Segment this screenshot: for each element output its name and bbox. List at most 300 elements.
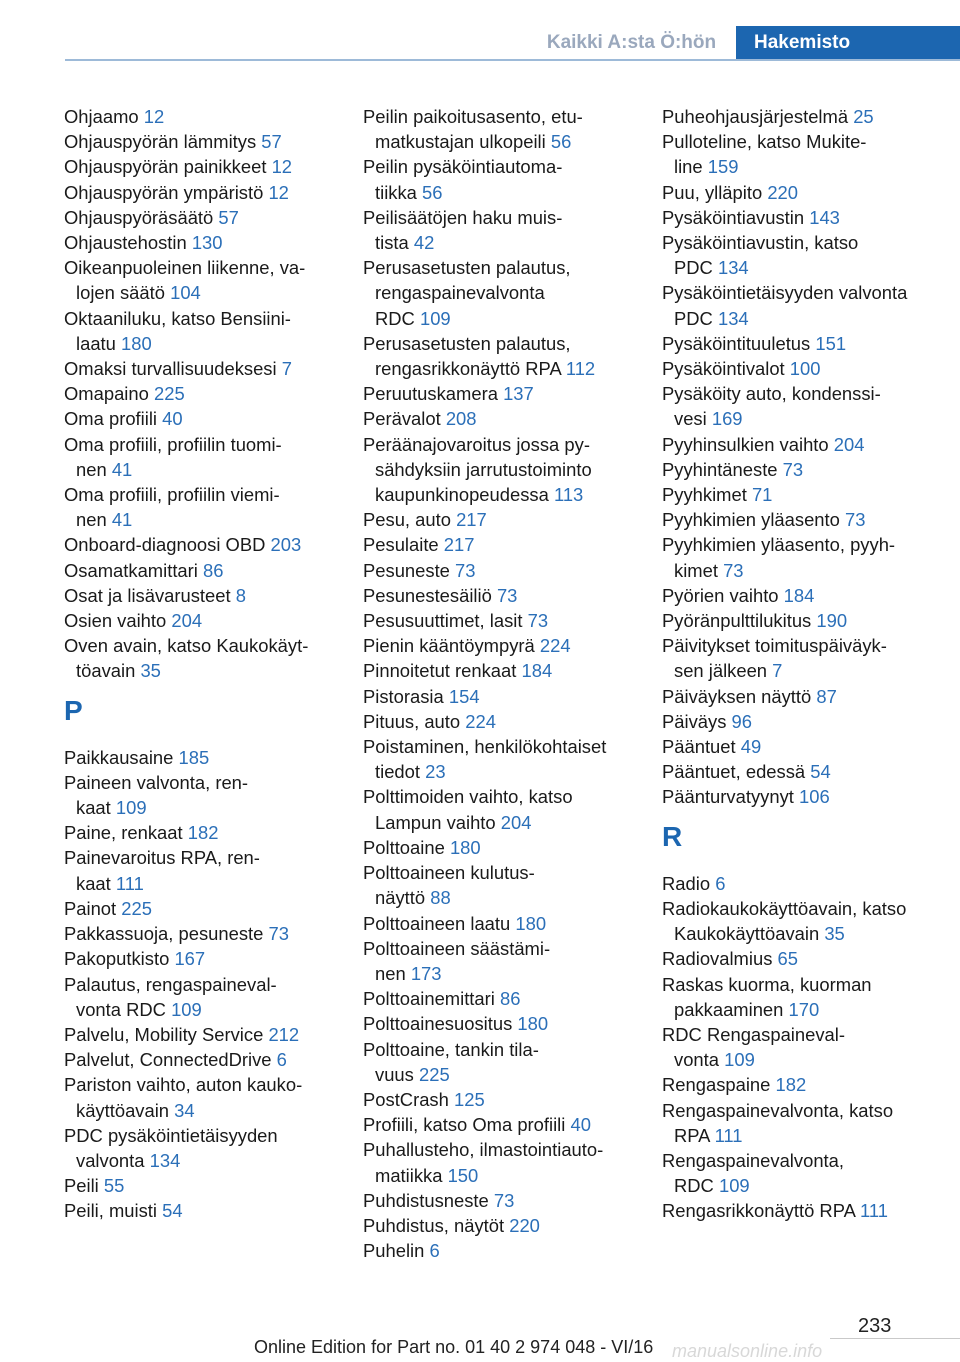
index-entry — [662, 972, 957, 1022]
index-entry-text: Oikeanpuoleinen liikenne, va‐ — [64, 257, 306, 279]
index-page-link[interactable]: 73 — [455, 559, 476, 581]
index-entry-text: Polttoaine, tankin tila‐ — [363, 1038, 539, 1060]
index-page-link[interactable]: 65 — [777, 948, 798, 970]
index-entry-text: Paikkausaine — [64, 746, 174, 768]
index-entry-text: Pesusuuttimet, lasit — [363, 610, 523, 632]
index-entry-text: Päivitykset toimituspäiväyk‐ — [662, 635, 887, 657]
index-page-link[interactable]: 12 — [143, 106, 165, 127]
index-entry-text: nen — [76, 509, 107, 531]
index-page-link[interactable]: 35 — [824, 923, 845, 945]
index-page-link[interactable]: 180 — [121, 332, 152, 354]
index-entry — [64, 1047, 356, 1072]
index-page-link[interactable]: 25 — [853, 106, 874, 127]
index-entry-text: Omaksi turvallisuudeksesi — [64, 358, 277, 380]
index-entry-text: Päiväyksen näyttö — [662, 685, 812, 707]
index-entry-text: Polttoaineen laatu — [363, 912, 511, 934]
index-entry-text: Omapaino — [64, 383, 149, 405]
index-entry-text: Lampun vaihto — [375, 811, 496, 833]
index-entry-text: Puhdistus, näytöt — [363, 1214, 505, 1236]
index-entry-text: Rengaspainevalvonta, katso — [662, 1099, 894, 1121]
index-entry — [64, 230, 356, 255]
index-page-link[interactable]: 180 — [449, 836, 481, 858]
index-entry-text: Pyyhkimet — [662, 484, 747, 506]
index-entry — [64, 946, 356, 971]
index-page-link[interactable]: 57 — [218, 206, 239, 228]
index-page-link[interactable]: 224 — [465, 710, 496, 732]
index-entry — [363, 860, 658, 910]
index-entry — [363, 205, 658, 255]
index-entry-text: Pysäköity auto, kondenssi‐ — [662, 383, 881, 405]
index-entry — [64, 1072, 356, 1122]
index-entry-text: vonta — [674, 1049, 719, 1071]
index-page-link[interactable]: 224 — [539, 635, 571, 657]
index-page-link[interactable]: 167 — [174, 948, 206, 970]
index-entry-text: lojen säätö — [76, 282, 165, 304]
index-entry — [64, 482, 356, 532]
index-entry-text: RDC — [375, 307, 415, 329]
index-entry-text: RPA — [674, 1124, 710, 1146]
index-entry-text: Pakoputkisto — [64, 948, 170, 970]
index-entry-text: Peilin paikoitusasento, etu‐ — [363, 106, 583, 127]
index-entry-text: Pyörien vaihto — [662, 584, 779, 606]
index-page-link[interactable]: 54 — [162, 1200, 183, 1222]
index-entry — [64, 180, 356, 205]
index-page-link[interactable]: 109 — [115, 797, 147, 819]
index-entry — [363, 608, 658, 633]
index-entry-text: Ohjaustehostin — [64, 232, 187, 254]
index-entry-text: sähdyksiin jarrutustoiminto — [375, 458, 592, 480]
index-page-link[interactable]: 159 — [707, 156, 739, 178]
index-page-link[interactable]: 6 — [715, 872, 726, 894]
index-entry — [363, 1011, 658, 1036]
index-entry — [64, 583, 356, 608]
index-page-link[interactable]: 151 — [815, 332, 847, 354]
index-entry-text: Profiili, katso Oma profiili — [363, 1114, 566, 1136]
index-page-link[interactable]: 134 — [149, 1149, 181, 1171]
index-page-link[interactable]: 7 — [281, 358, 292, 380]
index-page-link[interactable]: 169 — [711, 408, 743, 430]
index-entry — [363, 432, 658, 508]
index-entry-text: Osien vaihto — [64, 610, 167, 632]
index-entry-text: Pyyhkimien yläasento — [662, 509, 840, 531]
index-page-link[interactable]: 112 — [565, 358, 596, 380]
index-page-link[interactable]: 73 — [268, 923, 289, 945]
index-entry-text: line — [674, 156, 703, 178]
index-entry-text: Pyyhintäneste — [662, 458, 778, 480]
index-page-link[interactable]: 41 — [111, 509, 133, 531]
index-page-link[interactable]: 55 — [103, 1175, 125, 1197]
index-entry — [64, 381, 356, 406]
index-entry-text: Ohjauspyöräsäätö — [64, 206, 214, 228]
index-entry-text: Pysäköintivalot — [662, 358, 785, 380]
index-entry-text: valvonta — [76, 1149, 145, 1171]
index-entry — [662, 1098, 957, 1148]
index-column-3 — [662, 104, 957, 1224]
index-page-link[interactable]: 217 — [443, 534, 475, 556]
index-entry-text: Polttoaineen kulutus‐ — [363, 862, 535, 884]
index-entry — [662, 482, 957, 507]
index-entry-text: Peilisäätöjen haku muis‐ — [363, 206, 563, 228]
index-page-link[interactable]: 73 — [527, 610, 549, 632]
index-entry — [363, 709, 658, 734]
index-entry — [64, 129, 356, 154]
index-entry-text: Pariston vaihto, auton kauko‐ — [64, 1074, 303, 1096]
index-column-1 — [64, 104, 356, 1224]
index-page-link[interactable]: 23 — [425, 761, 446, 783]
index-entry-text: Polttoaine — [363, 836, 445, 858]
index-entry — [662, 205, 957, 230]
index-page-link[interactable]: 130 — [191, 232, 223, 254]
index-entry — [363, 255, 658, 331]
index-entry — [64, 255, 356, 305]
index-entry — [363, 633, 658, 658]
index-page-link[interactable]: 7 — [772, 660, 783, 682]
index-entry — [64, 1173, 356, 1198]
index-entry — [64, 306, 356, 356]
index-page-link[interactable]: 184 — [521, 660, 553, 682]
index-entry — [363, 734, 658, 784]
index-page-link[interactable]: 40 — [162, 408, 183, 430]
index-entry — [64, 845, 356, 895]
index-entry — [64, 432, 356, 482]
index-entry-text: Pesunestesäiliö — [363, 584, 492, 606]
index-entry-text: Rengaspaine — [662, 1074, 771, 1096]
index-entry — [662, 129, 957, 179]
index-page-link[interactable]: 73 — [782, 458, 804, 480]
index-page-link[interactable]: 173 — [410, 962, 442, 984]
index-entry-text: Peili — [64, 1175, 99, 1197]
index-page-link[interactable]: 42 — [413, 232, 435, 254]
index-entry-text: RDC Rengaspaineval‐ — [662, 1023, 845, 1045]
index-page-link[interactable]: 73 — [723, 559, 744, 581]
index-page-link[interactable]: 86 — [500, 988, 521, 1010]
index-entry — [662, 709, 957, 734]
index-page-link[interactable]: 113 — [553, 484, 584, 506]
index-entry-text: töavain — [76, 660, 136, 682]
index-entry-text: Ohjauspyörän ympäristö — [64, 181, 264, 203]
index-entry — [363, 684, 658, 709]
index-page-link[interactable]: 111 — [714, 1124, 743, 1146]
index-entry — [363, 532, 658, 557]
index-entry — [64, 896, 356, 921]
index-entry-text: Pysäköintiavustin — [662, 206, 805, 228]
index-page-link[interactable]: 35 — [140, 660, 161, 682]
index-entry-text: kaat — [76, 872, 111, 894]
index-entry-text: Radio — [662, 872, 711, 894]
index-entry — [662, 583, 957, 608]
index-entry-text: sen jälkeen — [674, 660, 768, 682]
index-entry-text: Radiovalmius — [662, 948, 773, 970]
index-entry-text: kaat — [76, 797, 111, 819]
index-page-link[interactable]: 204 — [500, 811, 532, 833]
index-entry-text: Pyyhkimien yläasento, pyyh‐ — [662, 534, 896, 556]
index-page-link[interactable]: 41 — [111, 458, 133, 480]
index-entry — [64, 745, 356, 770]
index-page-link[interactable]: 56 — [422, 181, 443, 203]
index-entry-text: Oma profiili — [64, 408, 157, 430]
index-entry — [64, 104, 356, 129]
index-page-link[interactable]: 225 — [153, 383, 185, 405]
tab-index-active[interactable]: Hakemisto — [736, 26, 960, 59]
index-entry-text: Perusasetusten palautus, — [363, 332, 571, 354]
index-entry — [363, 835, 658, 860]
index-page-link[interactable]: 134 — [717, 307, 749, 329]
index-page-link[interactable]: 180 — [517, 1013, 549, 1035]
index-entry-text: Oma profiili, profiilin tuomi‐ — [64, 433, 282, 455]
index-entry — [363, 936, 658, 986]
index-entry — [64, 1198, 356, 1223]
index-entry — [363, 331, 658, 381]
index-entry-text: Pituus, auto — [363, 710, 461, 732]
watermark-text: manualsonline.info — [672, 1341, 823, 1361]
index-page-link[interactable]: 100 — [789, 358, 821, 380]
index-entry — [363, 986, 658, 1011]
index-page-link[interactable]: 8 — [235, 584, 246, 606]
index-entry-text: tista — [375, 232, 409, 254]
index-page-link[interactable]: 203 — [270, 534, 302, 556]
index-entry — [64, 820, 356, 845]
index-entry-text: Peruutuskamera — [363, 383, 498, 405]
index-entry — [662, 457, 957, 482]
index-entry-text: vonta RDC — [76, 998, 166, 1020]
index-entry-text: Osat ja lisävarusteet — [64, 584, 231, 606]
index-entry — [363, 1087, 658, 1112]
index-entry — [64, 633, 356, 683]
index-page-link[interactable]: 88 — [430, 887, 451, 909]
index-entry-text: Raskas kuorma, kuorman — [662, 973, 872, 995]
index-entry-text: Pyyhinsulkien vaihto — [662, 433, 829, 455]
index-entry-text: Painot — [64, 897, 117, 919]
index-entry-text: Kaukokäyttöavain — [674, 923, 820, 945]
index-page-link[interactable]: 56 — [550, 131, 572, 153]
index-entry-text: matiikka — [375, 1164, 443, 1186]
index-page-link[interactable]: 180 — [515, 912, 547, 934]
index-page-link[interactable]: 220 — [509, 1214, 540, 1236]
index-page-link[interactable]: 87 — [816, 685, 837, 707]
index-page-link[interactable]: 220 — [767, 181, 799, 203]
index-entry-text: nen — [76, 458, 107, 480]
index-entry-text: Puhdistusneste — [363, 1189, 489, 1211]
index-page-link[interactable]: 182 — [775, 1074, 807, 1096]
index-entry-text: käyttöavain — [76, 1099, 170, 1121]
index-entry-text: PDC pysäköintietäisyyden — [64, 1124, 278, 1146]
index-page-link[interactable]: 111 — [859, 1200, 888, 1222]
index-page-link[interactable]: 6 — [276, 1049, 287, 1071]
index-entry-text: Oma profiili, profiilin viemi‐ — [64, 484, 280, 506]
index-entry-text: tiedot — [375, 761, 420, 783]
index-entry — [662, 381, 957, 431]
index-page-link[interactable]: 73 — [493, 1189, 515, 1211]
index-entry-text: näyttö — [375, 887, 426, 909]
index-entry — [662, 784, 957, 809]
index-entry-text: Pyöränpulttilukitus — [662, 610, 812, 632]
index-page-link[interactable]: 190 — [816, 610, 848, 632]
index-page-link[interactable]: 225 — [121, 897, 152, 919]
index-entry-text: pakkaaminen — [674, 998, 784, 1020]
index-entry-text: Pysäköintituuletus — [662, 332, 811, 354]
index-page-link[interactable]: 134 — [717, 257, 749, 279]
index-entry — [64, 154, 356, 179]
index-page-link[interactable]: 71 — [751, 484, 773, 506]
index-entry-text: Rengaspainevalvonta, — [662, 1149, 844, 1171]
page-header — [0, 26, 960, 62]
index-entry — [662, 180, 957, 205]
index-page-link[interactable]: 204 — [171, 610, 203, 632]
index-entry-text: Peilin pysäköintiautoma‐ — [363, 156, 563, 178]
index-entry — [64, 558, 356, 583]
index-entry-text: nen — [375, 962, 406, 984]
index-entry-text: Ohjauspyörän lämmitys — [64, 131, 257, 153]
index-page-link[interactable]: 208 — [445, 408, 477, 430]
index-page-link[interactable]: 212 — [268, 1023, 300, 1045]
index-entry — [662, 432, 957, 457]
index-entry-text: Pesu, auto — [363, 509, 451, 531]
index-entry-text: Puheohjausjärjestelmä — [662, 106, 849, 127]
index-page-link[interactable]: 109 — [171, 998, 202, 1020]
index-page-link[interactable]: 12 — [268, 181, 289, 203]
index-entry — [662, 280, 957, 330]
index-entry — [363, 104, 658, 154]
index-entry — [662, 507, 957, 532]
index-entry — [363, 1137, 658, 1187]
index-page-link[interactable]: 182 — [187, 822, 219, 844]
index-entry-text: Polttoaineen säästämi‐ — [363, 937, 551, 959]
index-page-link[interactable]: 73 — [845, 509, 866, 531]
index-entry — [64, 406, 356, 431]
index-entry — [64, 1022, 356, 1047]
index-entry — [363, 406, 658, 431]
index-page-link[interactable]: 109 — [724, 1049, 755, 1071]
index-entry — [363, 784, 658, 834]
index-page-link[interactable]: 150 — [447, 1164, 479, 1186]
index-entry-text: Pulloteline, katso Mukite‐ — [662, 131, 867, 153]
index-page-link[interactable]: 109 — [718, 1175, 750, 1197]
index-page-link[interactable]: 137 — [503, 383, 534, 405]
index-entry-text: PostCrash — [363, 1088, 449, 1110]
index-entry — [363, 1112, 658, 1137]
index-entry-text: Palvelu, Mobility Service — [64, 1023, 264, 1045]
index-page-link[interactable]: 185 — [178, 746, 210, 768]
index-entry-text: tiikka — [375, 181, 417, 203]
index-page-link[interactable]: 40 — [570, 1114, 591, 1136]
index-page-link[interactable]: 6 — [429, 1240, 440, 1262]
index-page-link[interactable]: 73 — [496, 584, 518, 606]
index-entry — [662, 608, 957, 633]
index-page-link[interactable]: 96 — [731, 710, 752, 732]
edition-note: Online Edition for Part no. 01 40 2 974 048 - VI/16 — [254, 1337, 654, 1357]
index-entry — [662, 1198, 957, 1223]
index-page-link[interactable]: 125 — [453, 1088, 485, 1110]
index-entry-text: Pinnoitetut renkaat — [363, 660, 517, 682]
index-entry-text: Polttimoiden vaihto, katso — [363, 786, 573, 808]
index-entry — [363, 911, 658, 936]
index-page-link[interactable]: 34 — [174, 1099, 195, 1121]
index-page-link[interactable]: 12 — [271, 156, 293, 178]
index-entry-text: Poistaminen, henkilökohtaiset — [363, 736, 607, 758]
index-entry-text: Palvelut, ConnectedDrive — [64, 1049, 272, 1071]
index-entry — [363, 658, 658, 683]
index-page-link[interactable]: 86 — [203, 559, 224, 581]
index-page-link[interactable]: 49 — [740, 736, 762, 758]
index-entry-text: laatu — [76, 332, 116, 354]
index-entry-text: Puu, ylläpito — [662, 181, 763, 203]
index-page-link[interactable]: 170 — [788, 998, 820, 1020]
index-entry-text: Oven avain, katso Kaukokäyt‐ — [64, 635, 309, 657]
index-entry — [662, 1022, 957, 1072]
index-entry — [662, 896, 957, 946]
index-entry-text: Perävalot — [363, 408, 441, 430]
index-entry — [662, 871, 957, 896]
index-entry — [363, 583, 658, 608]
index-entry — [363, 558, 658, 583]
index-entry-text: Puhelin — [363, 1240, 425, 1262]
index-entry-text: Paineen valvonta, ren‐ — [64, 771, 249, 793]
index-entry-text: Pysäköintiavustin, katso — [662, 232, 859, 254]
index-letter-heading: R — [662, 820, 683, 852]
index-page-link[interactable]: 104 — [170, 282, 201, 304]
index-entry — [662, 331, 957, 356]
index-entry-text: kimet — [674, 559, 718, 581]
index-page-link[interactable]: 111 — [115, 872, 144, 894]
index-entry — [64, 356, 356, 381]
page-number: 233 — [858, 1315, 892, 1337]
index-page-link[interactable]: 225 — [418, 1063, 450, 1085]
index-entry — [363, 1213, 658, 1238]
index-entry — [363, 1238, 658, 1263]
index-entry — [662, 1148, 957, 1198]
index-entry-text: Oktaaniluku, katso Bensiini‐ — [64, 307, 291, 329]
index-entry — [662, 230, 957, 280]
tab-section-a-to-z[interactable]: Kaikki A:sta Ö:hön — [546, 31, 717, 53]
index-entry — [64, 608, 356, 633]
index-entry — [363, 507, 658, 532]
index-entry-text: vesi — [674, 408, 707, 430]
index-entry — [662, 356, 957, 381]
index-entry-text: Polttoainesuositus — [363, 1013, 513, 1035]
index-entry — [662, 633, 957, 683]
index-page-link[interactable]: 184 — [783, 584, 815, 606]
index-entry — [64, 972, 356, 1022]
index-entry-text: Pysäköintietäisyyden valvonta — [662, 282, 908, 304]
index-page-link[interactable]: 106 — [799, 786, 830, 808]
index-entry-text: Puhallusteho, ilmastointiauto‐ — [363, 1139, 604, 1161]
index-entry — [662, 734, 957, 759]
index-entry-text: Radiokaukokäyttöavain, katso — [662, 897, 907, 919]
index-page-link[interactable]: 109 — [419, 307, 451, 329]
index-page-link[interactable]: 217 — [456, 509, 487, 531]
index-entry-text: Pääntuet — [662, 736, 736, 758]
index-entry — [64, 205, 356, 230]
index-entry-text: Päiväys — [662, 710, 727, 732]
index-entry-text: Rengasrikkonäyttö RPA — [662, 1200, 855, 1222]
footer-divider — [830, 1338, 960, 1339]
index-letter-heading: P — [64, 694, 83, 726]
index-page-link[interactable]: 54 — [810, 761, 831, 783]
index-entry — [64, 770, 356, 820]
index-entry — [64, 921, 356, 946]
index-page-link[interactable]: 143 — [809, 206, 840, 228]
index-entry-text: Pesuneste — [363, 559, 450, 581]
index-entry — [64, 1123, 356, 1173]
index-entry-text: Painevaroitus RPA, ren‐ — [64, 847, 260, 869]
index-entry-text: Pääntuet, edessä — [662, 761, 806, 783]
index-entry — [662, 104, 957, 129]
index-entry — [662, 759, 957, 784]
index-page-link[interactable]: 204 — [833, 433, 865, 455]
index-page-link[interactable]: 57 — [261, 131, 282, 153]
index-entry-text: vuus — [375, 1063, 414, 1085]
index-page-link[interactable]: 154 — [448, 685, 480, 707]
